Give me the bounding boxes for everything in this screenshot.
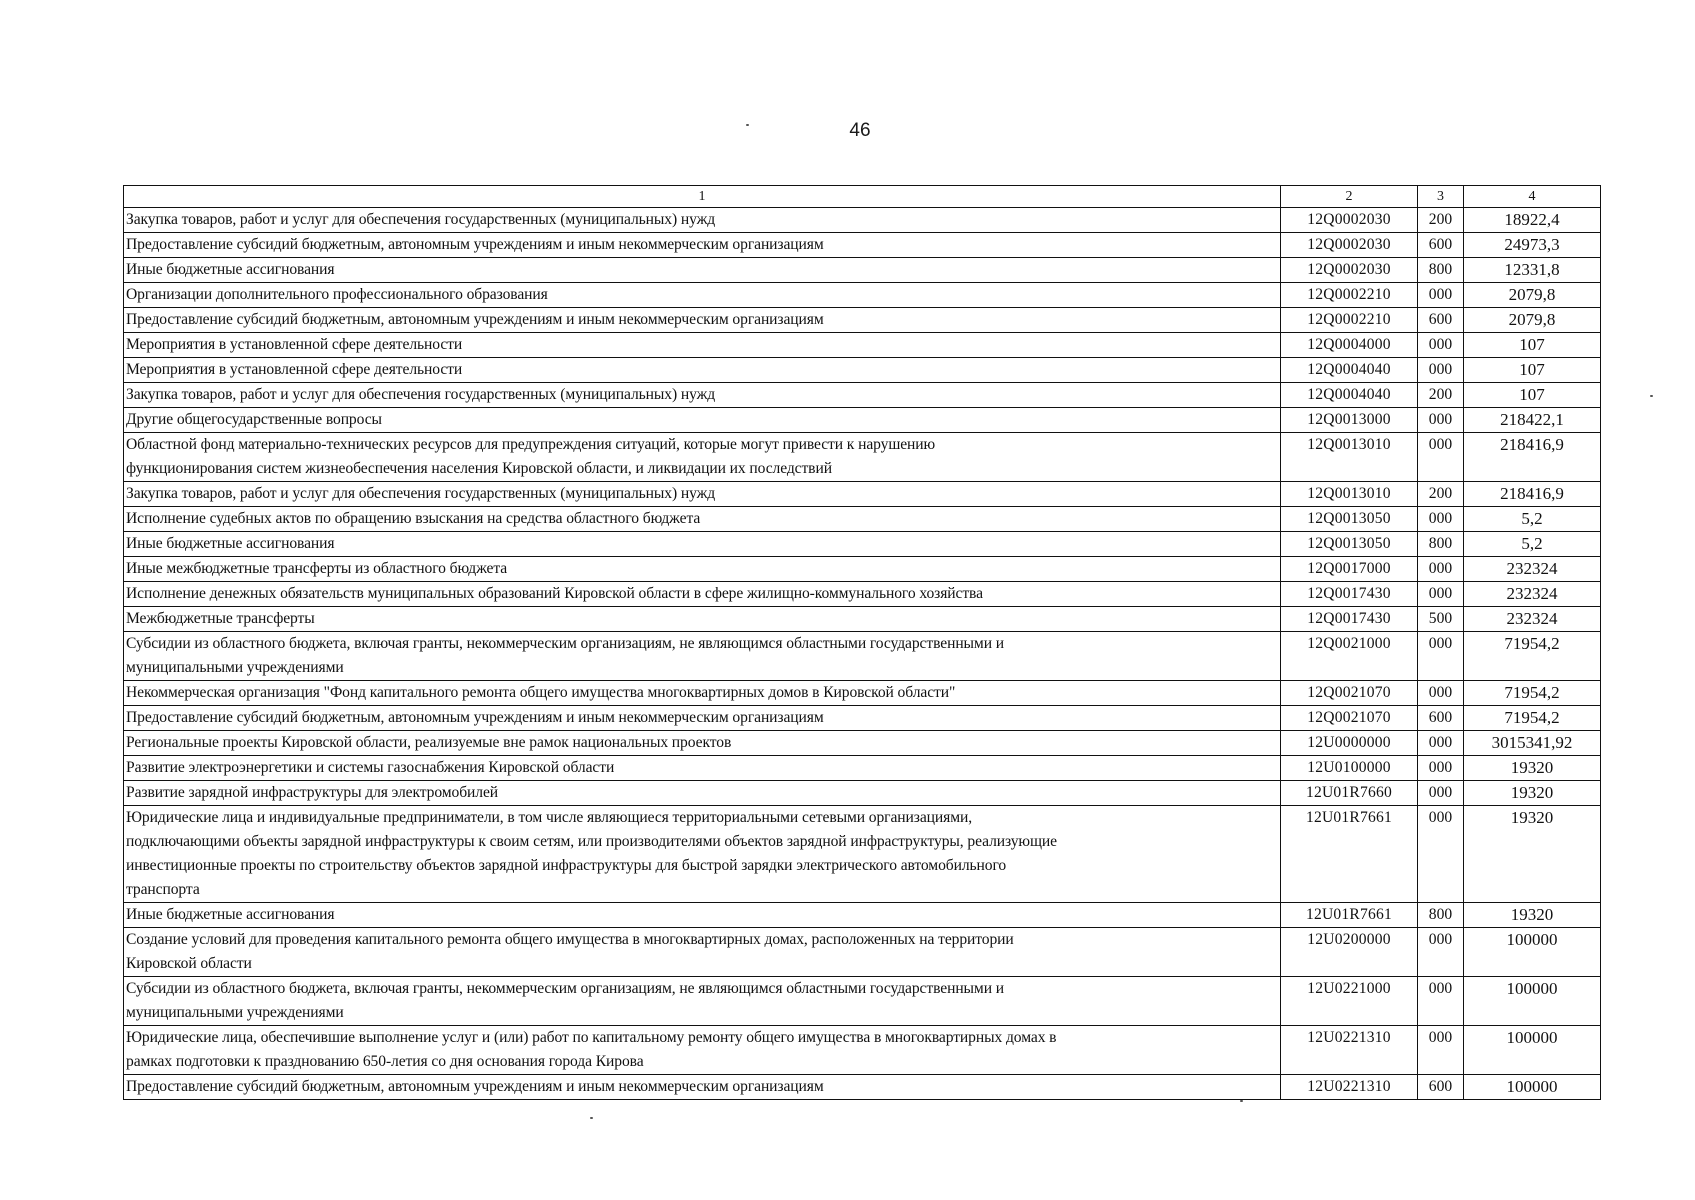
row-name-cell: Иные межбюджетные трансферты из областного бюджета: [124, 557, 1281, 582]
row-code-cell: 12U0221310: [1281, 1026, 1418, 1075]
table-row: [124, 333, 1601, 358]
row-code-cell: 12Q0021070: [1281, 681, 1418, 706]
row-amount-cell: 2079,8: [1464, 283, 1601, 308]
row-kind-cell: 800: [1418, 532, 1464, 557]
row-kind-cell: 500: [1418, 607, 1464, 632]
row-amount-cell: 12331,8: [1464, 258, 1601, 283]
budget-table: [123, 185, 1601, 1100]
row-amount-cell: 71954,2: [1464, 681, 1601, 706]
row-name-cell: Некоммерческая организация "Фонд капитального ремонта общего имущества многоквартирных домов в Кировской области": [124, 681, 1281, 706]
row-amount-cell: 18922,4: [1464, 208, 1601, 233]
scan-speck: [1650, 395, 1653, 397]
row-name-cell: Областной фонд материально-технических ресурсов для предупреждения ситуаций, которые могут привести к нарушению функционирования систем жизнеобеспечения населения Кировской области, и ликвидации их последствий: [124, 433, 1281, 482]
row-kind-cell: 000: [1418, 977, 1464, 1026]
table-row: [124, 258, 1601, 283]
row-amount-cell: 107: [1464, 383, 1601, 408]
row-kind-cell: 000: [1418, 1026, 1464, 1075]
row-name-cell: Мероприятия в установленной сфере деятельности: [124, 358, 1281, 383]
table-row: [124, 781, 1601, 806]
row-name-cell: Юридические лица и индивидуальные предприниматели, в том числе являющиеся территориальными сетевыми организациями, подключающими объекты зарядной инфраструктуры к своим сетям, или производителями объектов зарядной инфраструктуры, реализующие инвестиционные проекты по строительству объектов зарядной инфраструктуры для быстрой зарядки электрического автомобильного транспорта: [124, 806, 1281, 903]
row-kind-cell: 000: [1418, 333, 1464, 358]
table-body: [124, 208, 1601, 1100]
row-code-cell: 12Q0013010: [1281, 433, 1418, 482]
row-amount-cell: 100000: [1464, 1075, 1601, 1100]
row-code-cell: 12Q0004000: [1281, 333, 1418, 358]
table-row: [124, 607, 1601, 632]
table-row: [124, 433, 1601, 482]
table-row: [124, 977, 1601, 1026]
row-amount-cell: 107: [1464, 358, 1601, 383]
row-amount-cell: 232324: [1464, 582, 1601, 607]
table-row: [124, 903, 1601, 928]
row-kind-cell: 600: [1418, 706, 1464, 731]
row-name-cell: Юридические лица, обеспечившие выполнение услуг и (или) работ по капитальному ремонту общего имущества в многоквартирных домах в рамках подготовки к празднованию 650-летия со дня основания города Кирова: [124, 1026, 1281, 1075]
row-name-cell: Предоставление субсидий бюджетным, автономным учреждениям и иным некоммерческим организациям: [124, 1075, 1281, 1100]
row-code-cell: 12U0221000: [1281, 977, 1418, 1026]
row-name-cell: Региональные проекты Кировской области, реализуемые вне рамок национальных проектов: [124, 731, 1281, 756]
row-kind-cell: 800: [1418, 258, 1464, 283]
row-kind-cell: 000: [1418, 731, 1464, 756]
row-code-cell: 12Q0004040: [1281, 383, 1418, 408]
row-code-cell: 12U01R7661: [1281, 806, 1418, 903]
row-name-cell: Развитие электроэнергетики и системы газоснабжения Кировской области: [124, 756, 1281, 781]
row-kind-cell: 600: [1418, 233, 1464, 258]
row-kind-cell: 200: [1418, 208, 1464, 233]
row-amount-cell: 19320: [1464, 756, 1601, 781]
row-code-cell: 12U01R7661: [1281, 903, 1418, 928]
table-row: [124, 806, 1601, 903]
row-code-cell: 12Q0017430: [1281, 582, 1418, 607]
row-code-cell: 12Q0013000: [1281, 408, 1418, 433]
row-name-cell: Мероприятия в установленной сфере деятельности: [124, 333, 1281, 358]
row-amount-cell: 2079,8: [1464, 308, 1601, 333]
header-col-4: 4: [1464, 186, 1601, 208]
row-kind-cell: 000: [1418, 582, 1464, 607]
row-code-cell: 12U01R7660: [1281, 781, 1418, 806]
row-code-cell: 12Q0002030: [1281, 258, 1418, 283]
table-row: [124, 756, 1601, 781]
row-name-cell: Другие общегосударственные вопросы: [124, 408, 1281, 433]
row-amount-cell: 5,2: [1464, 532, 1601, 557]
table-row: [124, 731, 1601, 756]
row-amount-cell: 71954,2: [1464, 632, 1601, 681]
row-kind-cell: 000: [1418, 756, 1464, 781]
row-name-cell: Субсидии из областного бюджета, включая гранты, некоммерческим организациям, не являющимся областными государственными и муниципальными учреждениями: [124, 632, 1281, 681]
row-kind-cell: 000: [1418, 557, 1464, 582]
row-kind-cell: 000: [1418, 632, 1464, 681]
row-kind-cell: 000: [1418, 928, 1464, 977]
table-row: [124, 507, 1601, 532]
header-col-1: 1: [124, 186, 1281, 208]
header-col-3: 3: [1418, 186, 1464, 208]
row-amount-cell: 19320: [1464, 806, 1601, 903]
row-kind-cell: 800: [1418, 903, 1464, 928]
scan-speck: [1240, 1100, 1243, 1102]
row-amount-cell: 19320: [1464, 903, 1601, 928]
header-row: [124, 186, 1601, 208]
row-kind-cell: 000: [1418, 681, 1464, 706]
row-code-cell: 12U0100000: [1281, 756, 1418, 781]
row-name-cell: Предоставление субсидий бюджетным, автономным учреждениям и иным некоммерческим организациям: [124, 706, 1281, 731]
row-name-cell: Иные бюджетные ассигнования: [124, 903, 1281, 928]
row-code-cell: 12U0221310: [1281, 1075, 1418, 1100]
row-code-cell: 12Q0021070: [1281, 706, 1418, 731]
row-code-cell: 12Q0002030: [1281, 208, 1418, 233]
table-row: [124, 532, 1601, 557]
row-kind-cell: 000: [1418, 283, 1464, 308]
row-code-cell: 12Q0004040: [1281, 358, 1418, 383]
row-name-cell: Исполнение денежных обязательств муниципальных образований Кировской области в сфере жилищно-коммунального хозяйства: [124, 582, 1281, 607]
row-kind-cell: 600: [1418, 308, 1464, 333]
table-row: [124, 482, 1601, 507]
row-kind-cell: 200: [1418, 482, 1464, 507]
row-amount-cell: 100000: [1464, 977, 1601, 1026]
row-code-cell: 12Q0013010: [1281, 482, 1418, 507]
table-row: [124, 1075, 1601, 1100]
table-row: [124, 208, 1601, 233]
table-row: [124, 358, 1601, 383]
table-row: [124, 383, 1601, 408]
table-row: [124, 681, 1601, 706]
header-col-2: 2: [1281, 186, 1418, 208]
row-amount-cell: 19320: [1464, 781, 1601, 806]
row-name-cell: Закупка товаров, работ и услуг для обеспечения государственных (муниципальных) нужд: [124, 208, 1281, 233]
row-code-cell: 12Q0013050: [1281, 532, 1418, 557]
row-amount-cell: 107: [1464, 333, 1601, 358]
row-name-cell: Исполнение судебных актов по обращению взыскания на средства областного бюджета: [124, 507, 1281, 532]
table-row: [124, 582, 1601, 607]
row-code-cell: 12U0200000: [1281, 928, 1418, 977]
row-code-cell: 12Q0002210: [1281, 283, 1418, 308]
row-amount-cell: 3015341,92: [1464, 731, 1601, 756]
row-amount-cell: 232324: [1464, 557, 1601, 582]
row-kind-cell: 200: [1418, 383, 1464, 408]
row-name-cell: Создание условий для проведения капитального ремонта общего имущества в многоквартирных домах, расположенных на территории Кировской области: [124, 928, 1281, 977]
row-kind-cell: 000: [1418, 433, 1464, 482]
table-row: [124, 408, 1601, 433]
scan-speck: [746, 124, 749, 126]
row-name-cell: Межбюджетные трансферты: [124, 607, 1281, 632]
row-code-cell: 12Q0013050: [1281, 507, 1418, 532]
row-name-cell: Предоставление субсидий бюджетным, автономным учреждениям и иным некоммерческим организациям: [124, 233, 1281, 258]
budget-table-container: [123, 185, 1600, 1100]
row-name-cell: Организации дополнительного профессионального образования: [124, 283, 1281, 308]
row-name-cell: Закупка товаров, работ и услуг для обеспечения государственных (муниципальных) нужд: [124, 482, 1281, 507]
row-name-cell: Субсидии из областного бюджета, включая гранты, некоммерческим организациям, не являющимся областными государственными и муниципальными учреждениями: [124, 977, 1281, 1026]
scan-speck: [590, 1117, 593, 1119]
row-name-cell: Иные бюджетные ассигнования: [124, 532, 1281, 557]
row-kind-cell: 000: [1418, 408, 1464, 433]
table-header: [124, 186, 1601, 208]
row-code-cell: 12Q0021000: [1281, 632, 1418, 681]
row-name-cell: Предоставление субсидий бюджетным, автономным учреждениям и иным некоммерческим организациям: [124, 308, 1281, 333]
row-name-cell: Развитие зарядной инфраструктуры для электромобилей: [124, 781, 1281, 806]
table-row: [124, 557, 1601, 582]
row-code-cell: 12Q0017000: [1281, 557, 1418, 582]
row-amount-cell: 218422,1: [1464, 408, 1601, 433]
row-name-cell: Закупка товаров, работ и услуг для обеспечения государственных (муниципальных) нужд: [124, 383, 1281, 408]
row-amount-cell: 24973,3: [1464, 233, 1601, 258]
table-row: [124, 928, 1601, 977]
row-amount-cell: 100000: [1464, 1026, 1601, 1075]
table-row: [124, 1026, 1601, 1075]
row-code-cell: 12Q0002030: [1281, 233, 1418, 258]
row-amount-cell: 218416,9: [1464, 433, 1601, 482]
row-name-cell: Иные бюджетные ассигнования: [124, 258, 1281, 283]
row-code-cell: 12U0000000: [1281, 731, 1418, 756]
row-amount-cell: 71954,2: [1464, 706, 1601, 731]
table-row: [124, 706, 1601, 731]
table-row: [124, 632, 1601, 681]
row-kind-cell: 000: [1418, 507, 1464, 532]
row-amount-cell: 5,2: [1464, 507, 1601, 532]
page-number: 46: [849, 120, 871, 141]
row-amount-cell: 100000: [1464, 928, 1601, 977]
row-code-cell: 12Q0002210: [1281, 308, 1418, 333]
table-row: [124, 308, 1601, 333]
row-kind-cell: 000: [1418, 781, 1464, 806]
table-row: [124, 233, 1601, 258]
row-kind-cell: 000: [1418, 358, 1464, 383]
row-amount-cell: 232324: [1464, 607, 1601, 632]
row-kind-cell: 000: [1418, 806, 1464, 903]
row-code-cell: 12Q0017430: [1281, 607, 1418, 632]
table-row: [124, 283, 1601, 308]
row-amount-cell: 218416,9: [1464, 482, 1601, 507]
row-kind-cell: 600: [1418, 1075, 1464, 1100]
